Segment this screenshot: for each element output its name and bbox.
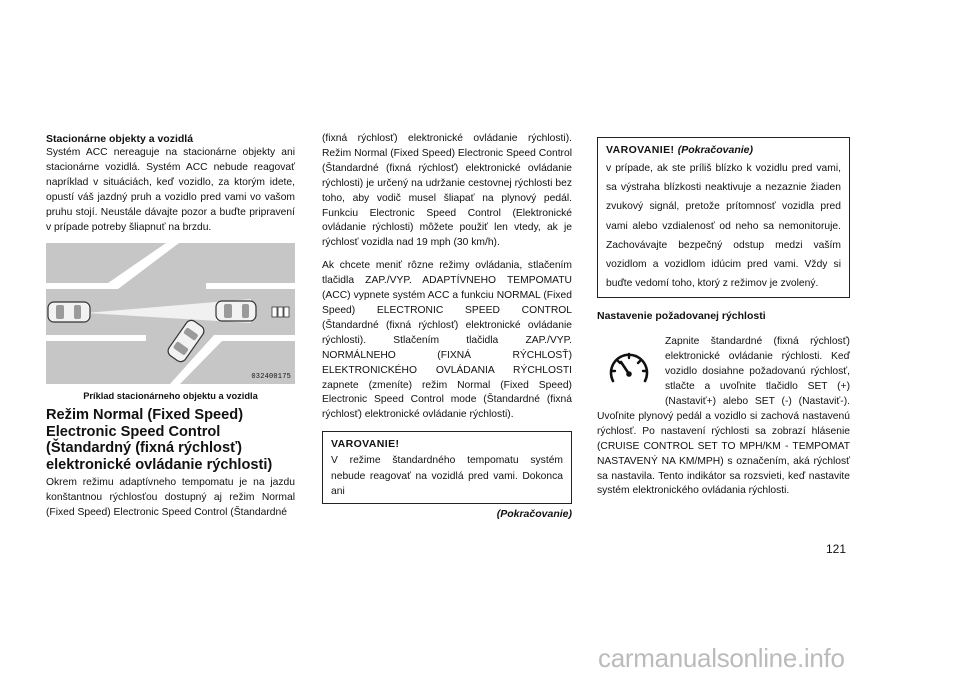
- column-right: [597, 132, 850, 507]
- watermark: carmanualsonline.info: [598, 643, 845, 673]
- paragraph-stationary: Systém ACC nereaguje na stacionárne objekty ani stacionárne vozidlá. Systém ACC nebude reagovať napríklad v situáciách, keď vozidlo, za ktorým idete, opustí váš jazdný pruh a vozidlo pred vami vo vašom pruhu stojí. Neustále dávajte pozor a buďte pripravení v prípade potreby šliapnuť na brzdu.: [46, 147, 295, 233]
- stationary-car: [216, 301, 256, 321]
- subhead-stationary: Stacionárne objekty a vozidlá: [46, 133, 194, 145]
- paragraph-set-speed: Zapnite štandardné (fixná rýchlosť) elektronické ovládanie rýchlosti. Keď vozidlo dosiahne požadovanú rýchlosť, stlačte a uvoľnite tlačidlo SET (+) (Nastaviť+) alebo SET (-) (Nastaviť-). Uvoľnite plynový pedál a vozidlo si zachová nastavenú rýchlosť. Po nastavení rýchlosti sa zobrazí hlásenie (CRUISE CONTROL SET TO MPH/KM - TEMPOMAT NASTAVENÝ NA KM/MPH) s označením, aká rýchlosť sa nastavila. Tento indikátor sa rozsvieti, keď nastavite systém elektronického ovládania rýchlosti.: [597, 336, 850, 497]
- warning-title-cont: (Pokračovanie): [677, 144, 753, 156]
- barrier-blocks: [272, 307, 289, 317]
- paragraph-mode-change: Ak chcete meniť rôzne režimy ovládania, stlačením tlačidla ZAP./VYP. ADAPTÍVNEHO TEMPOMATU (ACC) vypnete systém ACC a funkciu NORMAL (Fixed Speed) ELECTRONIC SPEED CONTROL (Štandardné (fixná rýchlosť) elektronické ovládanie rýchlosti). Stlačením tlačidla ZAP./VYP. NORMÁLNEHO (FIXNÁ RÝCHLOSŤ) ELEKTRONICKÉHO OVLÁDANIA RÝCHLOSTI zapnete (zmeníte) režim Normal (Fixed Speed) Electronic Speed Control mode (Štandardné (fixná rýchlosť) elektronické ovládanie rýchlosti).: [322, 260, 572, 421]
- paragraph-normal-intro: Okrem režimu adaptívneho tempomatu je na jazdu konštantnou rýchlosťou dostupný aj režim Normal (Fixed Speed) Electronic Speed Control (Štandardné: [46, 477, 295, 519]
- warning-text-continued: v prípade, ak ste príliš blízko k vozidlu pred vami, sa výstraha blízkosti neaktivuje a nezaznie žiaden zvukový signál, pretože prítomnosť vozidla pred vami alebo vzdialenosť od neho sa nemonitoruje. Zachovávajte bezpečný odstup medzi vaším vozidlom a vozidlom idúcim pred vami. Vždy si buďte vedomí toho, ktorý z režimov je zvolený.: [606, 163, 841, 290]
- warning-title: VAROVANIE!: [331, 438, 400, 451]
- warning-box-continued: [597, 137, 850, 298]
- subhead-set-speed: Nastavenie požadovanej rýchlosti: [597, 310, 766, 323]
- page-number: 121: [826, 542, 847, 556]
- column-middle: [322, 132, 572, 520]
- warning-title-label: VAROVANIE!: [606, 144, 675, 156]
- own-car: [48, 302, 90, 322]
- section-heading-normal-speed: Režim Normal (Fixed Speed) Electronic Speed Control (Štandardný (fixná rýchlosť) elektronické ovládanie rýchlosti): [46, 407, 273, 473]
- warning-box: [322, 431, 572, 504]
- paragraph-normal-continued: (fixná rýchlosť) elektronické ovládanie rýchlosti). Režim Normal (Fixed Speed) Electronic Speed Control (Štandardné (fixná rýchlosť) elektronické ovládanie rýchlosti) je určený na udržanie cestovnej rýchlosti bez toho, aby vodič musel šliapať na plynový pedál. Funkciu Electronic Speed Control (Elektronické ovládanie rýchlosti) môžete použiť len vtedy, ak je rýchlosť vozidla nad 19 mph (30 km/h).: [322, 133, 572, 249]
- column-left: [46, 132, 295, 529]
- figure-caption: Príklad stacionárneho objektu a vozidla: [83, 391, 258, 402]
- speedometer-icon: [601, 343, 659, 395]
- road-illustration: [46, 243, 295, 384]
- continued-label: (Pokračovanie): [496, 508, 572, 521]
- figure-stationary-vehicle: [46, 243, 295, 384]
- warning-title-continued: [606, 143, 841, 157]
- warning-text: V režime štandardného tempomatu systém nebude reagovať na vozidlá pred vami. Dokonca ani: [331, 455, 563, 497]
- figure-code: 032400175: [251, 373, 291, 382]
